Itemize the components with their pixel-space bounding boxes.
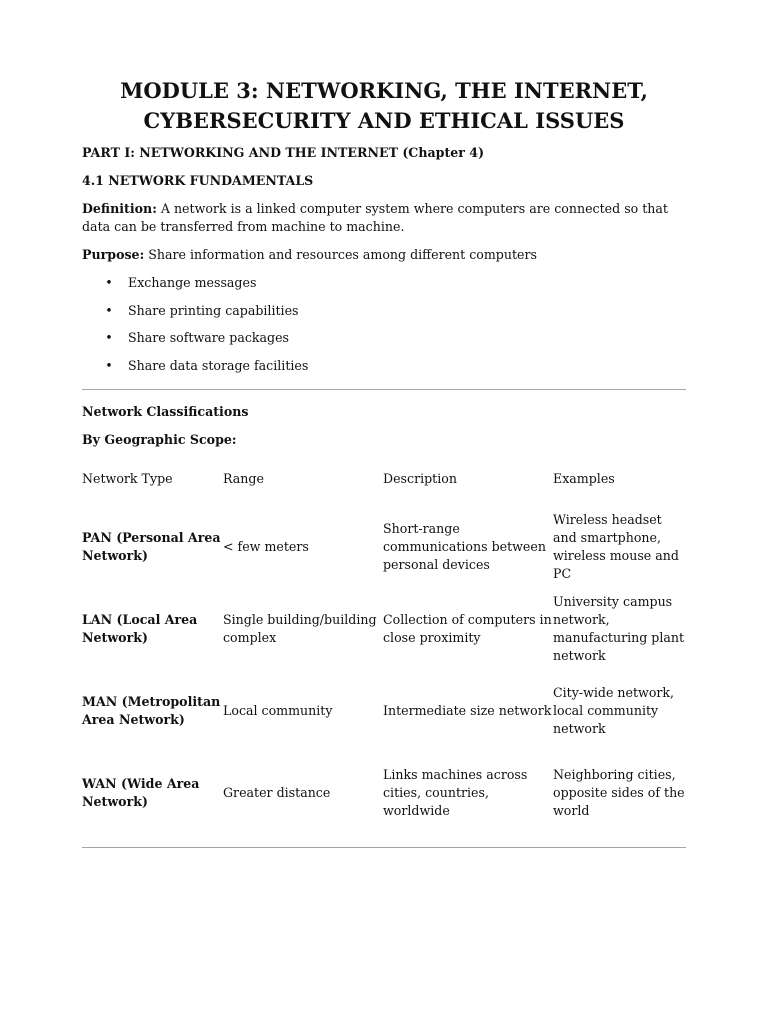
purpose-label: Purpose: (82, 247, 145, 262)
title-line-2: CYBERSECURITY AND ETHICAL ISSUES (143, 108, 625, 133)
geographic-scope-heading: By Geographic Scope: (82, 431, 237, 447)
cell-examples: Wireless headset and smartphone, wireless mouse and PC (553, 511, 679, 581)
table-row (82, 505, 686, 587)
definition-text: A network is a linked computer system where computers are connected so that data can be transferred from machine to machine. (82, 201, 668, 234)
bullet-icon: • (105, 330, 113, 345)
divider-bottom (82, 847, 686, 848)
table-header-row (82, 469, 686, 489)
header-network-type: Network Type (82, 470, 173, 486)
cell-range: Single building/building complex (223, 611, 377, 645)
cell-description: Intermediate size network (383, 702, 552, 718)
purpose-text: Share information and resources among different computers (144, 247, 537, 262)
cell-examples: University campus network, manufacturing plant network (553, 593, 685, 663)
cell-range: < few meters (223, 538, 309, 554)
cell-range: Greater distance (223, 784, 331, 800)
list-item-text: Exchange messages (128, 275, 257, 290)
list-item (82, 302, 686, 320)
cell-examples: Neighboring cities, opposite sides of the world (553, 766, 685, 818)
bullet-icon: • (105, 357, 113, 373)
list-item (82, 357, 686, 375)
cell-examples: City-wide network, local community network (553, 684, 675, 736)
section-heading: 4.1 NETWORK FUNDAMENTALS (82, 173, 314, 188)
cell-description: Collection of computers in close proximity (383, 611, 552, 645)
table-row (82, 669, 686, 751)
list-item-text: Share software packages (128, 330, 289, 345)
definition-label: Definition: (82, 201, 157, 216)
divider-top (82, 389, 686, 390)
header-range: Range (223, 470, 264, 486)
cell-description: Links machines across cities, countries, worldwide (383, 766, 528, 818)
cell-network-type: MAN (Metropolitan Area Network) (82, 693, 221, 727)
list-item-text: Share data storage facilities (128, 357, 309, 373)
table-row (82, 587, 686, 669)
cell-network-type: PAN (Personal Area Network) (82, 529, 221, 563)
cell-range: Local community (223, 702, 333, 718)
table-row (82, 751, 686, 833)
cell-network-type: WAN (Wide Area Network) (82, 775, 200, 809)
purpose-paragraph (82, 246, 686, 264)
list-item (82, 329, 686, 347)
header-examples: Examples (553, 470, 615, 486)
purpose-bullet-list (82, 274, 686, 375)
part-heading: PART I: NETWORKING AND THE INTERNET (Chapter 4) (82, 145, 485, 160)
network-types-table (82, 469, 686, 833)
bullet-icon: • (105, 275, 113, 290)
definition-paragraph (82, 200, 686, 236)
cell-description: Short-range communications between personal devices (383, 520, 546, 572)
page-title (82, 76, 686, 136)
cell-network-type: LAN (Local Area Network) (82, 611, 198, 645)
bullet-icon: • (105, 302, 113, 318)
list-item (82, 274, 686, 292)
header-description: Description (383, 470, 457, 486)
list-item-text: Share printing capabilities (128, 302, 299, 318)
classifications-heading: Network Classifications (82, 403, 249, 419)
title-line-1: MODULE 3: NETWORKING, THE INTERNET, (120, 78, 648, 103)
